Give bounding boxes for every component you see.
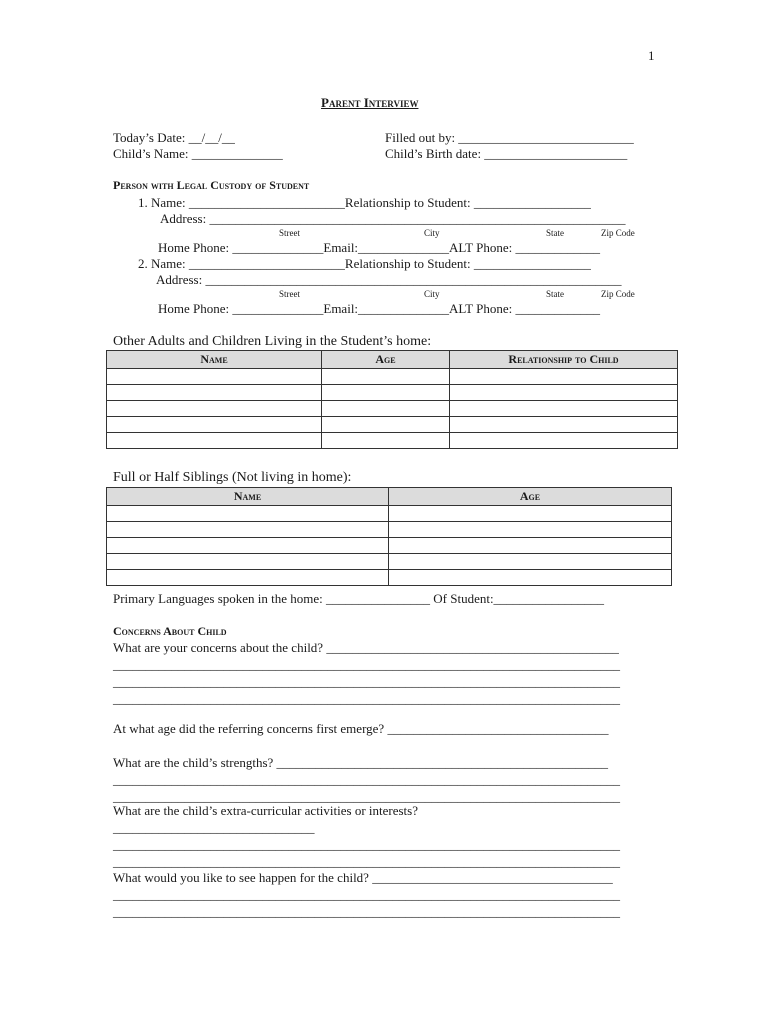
table-row [107, 522, 672, 538]
concerns-heading: Concerns About Child [113, 624, 227, 638]
answer-line[interactable]: ______________________________________________________________________________ [113, 789, 620, 804]
table-cell[interactable] [450, 417, 678, 433]
title-text: Parent Interview [321, 95, 419, 110]
table-cell[interactable] [107, 401, 322, 417]
table-row [107, 385, 678, 401]
table-cell[interactable] [107, 554, 389, 570]
custodian-1-zip-label: Zip Code [601, 228, 635, 238]
custodian-1-address-field[interactable]: Address: ________________________________________________________________ [160, 211, 626, 226]
custodian-2-city-label: City [424, 289, 440, 299]
table-row [107, 506, 672, 522]
answer-line[interactable]: ______________________________________________________________________________ [113, 657, 620, 672]
custodian-1-street-label: Street [279, 228, 300, 238]
table-cell[interactable] [322, 369, 450, 385]
custodian-2-zip-label: Zip Code [601, 289, 635, 299]
custodian-2-street-label: Street [279, 289, 300, 299]
siblings-table [106, 487, 672, 586]
todays-date-field[interactable]: Today’s Date: __/__/__ [113, 130, 235, 145]
table-cell[interactable] [450, 369, 678, 385]
custodian-2-name-field[interactable]: 2. Name: ________________________Relationship to Student: __________________ [138, 256, 591, 271]
relationship-column-header: Relationship to Child [450, 351, 678, 369]
table-row [107, 570, 672, 586]
table-cell[interactable] [389, 522, 672, 538]
answer-line[interactable]: ______________________________________________________________________________ [113, 772, 620, 787]
name-column-header: Name [107, 351, 322, 369]
answer-line[interactable]: ______________________________________________________________________________ [113, 854, 620, 869]
languages-field[interactable]: Primary Languages spoken in the home: ________________ Of Student:_________________ [113, 591, 605, 606]
answer-line[interactable]: ______________________________________________________________________________ [113, 904, 620, 919]
table-row [107, 538, 672, 554]
table-row [107, 554, 672, 570]
custody-heading: Person with Legal Custody of Student [113, 178, 310, 192]
table-header-row [107, 351, 678, 369]
table-row [107, 433, 678, 449]
custodian-1-phone-field[interactable]: Home Phone: ______________Email:______________ALT Phone: _____________ [158, 240, 600, 255]
table-cell[interactable] [107, 570, 389, 586]
adults-table-caption: Other Adults and Children Living in the Student’s home: [113, 334, 432, 349]
table-cell[interactable] [107, 369, 322, 385]
table-cell[interactable] [450, 401, 678, 417]
table-cell[interactable] [107, 417, 322, 433]
table-cell[interactable] [450, 385, 678, 401]
custodian-1-city-label: City [424, 228, 440, 238]
table-row [107, 417, 678, 433]
filled-out-by-field[interactable]: Filled out by: ___________________________ [385, 130, 634, 145]
table-cell[interactable] [450, 433, 678, 449]
table-cell[interactable] [107, 385, 322, 401]
answer-line[interactable]: ______________________________________________________________________________ [113, 887, 620, 902]
concern-age-question[interactable]: At what age did the referring concerns first emerge? __________________________________ [113, 721, 609, 736]
table-cell[interactable] [107, 538, 389, 554]
age-column-header: Age [322, 351, 450, 369]
table-cell[interactable] [389, 570, 672, 586]
table-cell[interactable] [322, 417, 450, 433]
custodian-2-phone-field[interactable]: Home Phone: ______________Email:______________ALT Phone: _____________ [158, 301, 600, 316]
custodian-2-address-field[interactable]: Address: ________________________________________________________________ [156, 272, 622, 287]
table-cell[interactable] [322, 401, 450, 417]
childs-name-field[interactable]: Child’s Name: ______________ [113, 146, 283, 161]
concerns-question[interactable]: What are your concerns about the child? _____________________________________________ [113, 640, 619, 655]
table-row [107, 401, 678, 417]
siblings-table-caption: Full or Half Siblings (Not living in home): [113, 470, 352, 485]
answer-line[interactable]: ______________________________________________________________________________ [113, 691, 620, 706]
table-row [107, 369, 678, 385]
table-cell[interactable] [389, 538, 672, 554]
table-cell[interactable] [107, 522, 389, 538]
age-column-header: Age [389, 488, 672, 506]
table-cell[interactable] [389, 554, 672, 570]
custodian-1-state-label: State [546, 228, 564, 238]
custodian-2-state-label: State [546, 289, 564, 299]
table-cell[interactable] [389, 506, 672, 522]
birth-date-field[interactable]: Child’s Birth date: ______________________ [385, 146, 628, 161]
table-cell[interactable] [322, 433, 450, 449]
table-cell[interactable] [107, 433, 322, 449]
outcome-question[interactable]: What would you like to see happen for the child? _____________________________________ [113, 870, 613, 885]
page-number: 1 [648, 48, 655, 63]
answer-line[interactable]: ______________________________________________________________________________ [113, 674, 620, 689]
name-column-header: Name [107, 488, 389, 506]
strengths-question[interactable]: What are the child’s strengths? ___________________________________________________ [113, 755, 609, 770]
table-cell[interactable] [107, 506, 389, 522]
table-cell[interactable] [322, 385, 450, 401]
page-title [321, 95, 418, 111]
answer-line[interactable]: _______________________________ [113, 820, 315, 835]
activities-question: What are the child’s extra-curricular activities or interests? [113, 803, 418, 818]
answer-line[interactable]: ______________________________________________________________________________ [113, 837, 620, 852]
adults-table [106, 350, 678, 449]
custodian-1-name-field[interactable]: 1. Name: ________________________Relationship to Student: __________________ [138, 195, 591, 210]
table-header-row [107, 488, 672, 506]
